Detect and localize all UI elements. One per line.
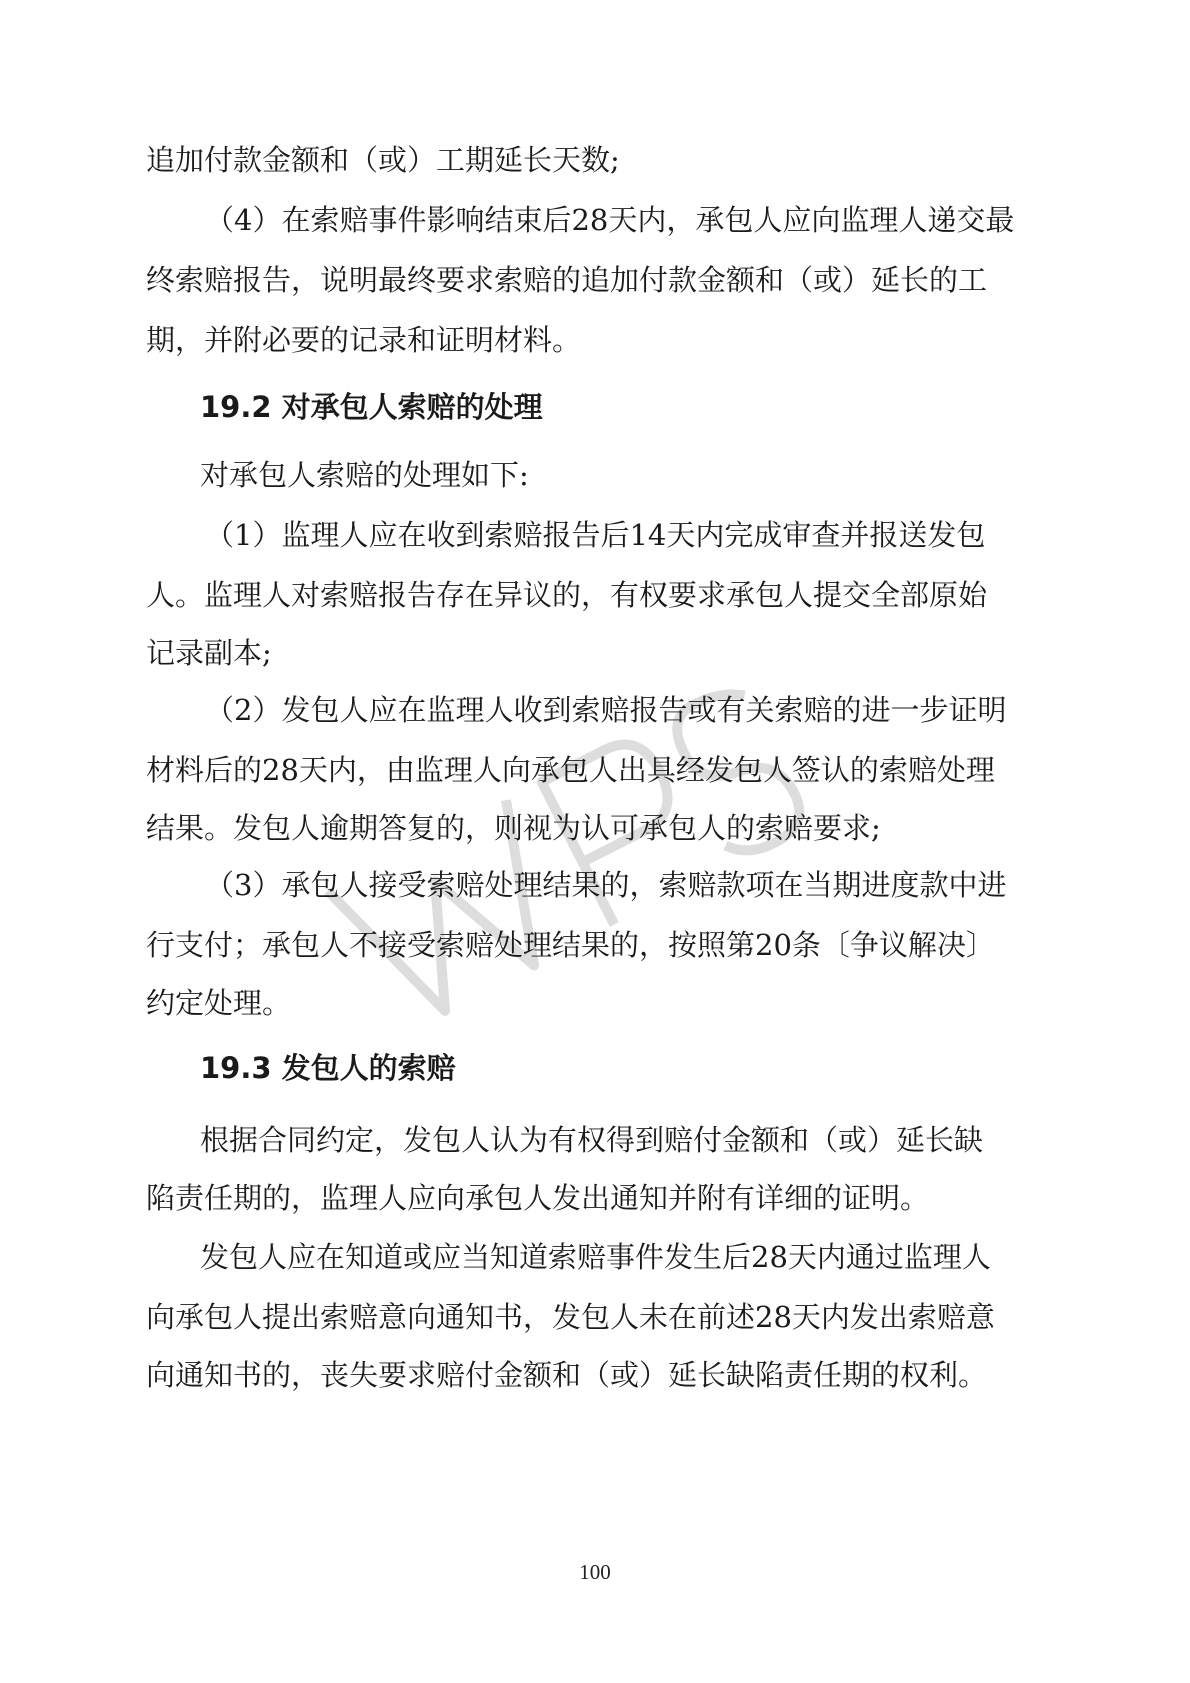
text-line: （4）在索赔事件影响结束后28天内，承包人应向监理人递交最 [205,203,1015,237]
text-line: 结果。发包人逾期答复的，则视为认可承包人的索赔要求; [146,811,881,845]
page-number: 100 [579,1560,611,1584]
text-line: （1）监理人应在收到索赔报告后14天内完成审查并报送发包 [205,518,986,552]
text-line: 对承包人索赔的处理如下: [200,458,529,492]
text-line: 记录副本; [146,636,272,670]
text-line: 终索赔报告，说明最终要求索赔的追加付款金额和（或）延长的工 [146,263,988,297]
text-line: 约定处理。 [146,986,292,1020]
text-line: 行支付；承包人不接受索赔处理结果的，按照第20条〔争议解决〕 [146,928,995,962]
text-line: 向通知书的，丧失要求赔付金额和（或）延长缺陷责任期的权利。 [146,1358,988,1392]
text-line: 发包人应在知道或应当知道索赔事件发生后28天内通过监理人 [200,1240,991,1274]
text-line: （3）承包人接受索赔处理结果的，索赔款项在当期进度款中进 [205,868,1007,902]
section-heading-19-3: 19.3 发包人的索赔 [200,1051,456,1085]
text-line: 追加付款金额和（或）工期延长天数; [146,143,620,177]
text-line: 期，并附必要的记录和证明材料。 [146,323,582,357]
text-line: 陷责任期的，监理人应向承包人发出通知并附有详细的证明。 [146,1181,930,1215]
text-line: 材料后的28天内，由监理人向承包人出具经发包人签认的索赔处理 [146,753,995,787]
text-line: 根据合同约定，发包人认为有权得到赔付金额和（或）延长缺 [200,1123,984,1157]
text-line: （2）发包人应在监理人收到索赔报告或有关索赔的进一步证明 [205,693,1007,727]
section-heading-19-2: 19.2 对承包人索赔的处理 [200,390,543,424]
text-line: 人。监理人对索赔报告存在异议的，有权要求承包人提交全部原始 [146,578,988,612]
text-line: 向承包人提出索赔意向通知书，发包人未在前述28天内发出索赔意 [146,1300,995,1334]
